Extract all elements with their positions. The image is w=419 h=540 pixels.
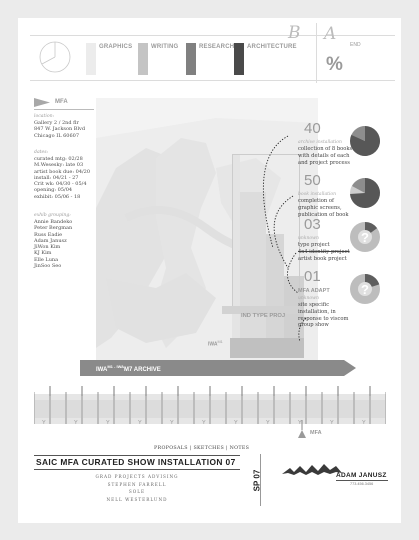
category-swatch-writing [138, 43, 148, 75]
ruler-segment-label: Y [42, 420, 46, 426]
tick-group [34, 386, 386, 424]
ruler [34, 378, 386, 444]
footer-sub-line: GRAD PROJECTS ADVISING [95, 474, 179, 479]
sidebar-group [34, 213, 94, 269]
stage-extra: MFA ADAPT [298, 288, 330, 294]
pie-question-mark: ? [361, 282, 369, 297]
author-rule [336, 480, 388, 481]
category-swatch-research [186, 43, 196, 75]
location-heading: location: [34, 114, 55, 119]
group-member: JinSoo Seo [34, 263, 62, 270]
stage-lines [298, 302, 368, 329]
group-heading: exhib grouping: [34, 213, 71, 218]
link-proposals[interactable]: PROPOSALS [154, 446, 188, 451]
ruler-segment-label: Y [138, 420, 142, 426]
ruler-segment-label: Y [74, 420, 78, 426]
footer-links: PROPOSALS | SKETCHES | NOTES [154, 446, 250, 451]
footer-title-rule-bottom [34, 469, 240, 470]
footer-author: ADAM JANUSZ [336, 472, 387, 479]
stage-line: and project process [298, 159, 350, 166]
footer-title: SAIC MFA CURATED SHOW INSTALLATION 07 [36, 457, 236, 467]
location-line: Chicago IL 60607 [34, 132, 80, 139]
header-rule-top [30, 35, 395, 36]
sidebar-dates [34, 150, 94, 200]
stage-line: graphic screens, [298, 204, 342, 211]
category-label: RESEARCH [199, 44, 235, 50]
date-line: exhibit: 05/06 - 18 [34, 193, 81, 200]
stage-lines [298, 242, 368, 262]
stage-heading: unknown [298, 236, 319, 241]
stage-line: collection of 8 books [298, 146, 353, 152]
stage-heading: unknown [298, 296, 319, 301]
date-line: curated mtg: 02/28 [34, 156, 83, 162]
ruler-segment-label: Y [330, 420, 334, 426]
sidebar-title: MFA [55, 99, 68, 105]
footer-sub-line: STEPHEN FARRELL [107, 481, 167, 487]
ruler-segment-label: Y [202, 420, 206, 426]
date-line: install: 04/21 - 27 [34, 174, 79, 181]
stage-line-struck: 4x4 identity project [298, 248, 350, 255]
link-sketches[interactable]: SKETCHES [193, 446, 225, 451]
footer-sub-line: SOLE [128, 489, 146, 494]
category-swatch-graphics [86, 43, 96, 75]
sidebar-location [34, 114, 94, 139]
stage-heading: archive installation [298, 140, 342, 145]
sidebar-title-rule [34, 109, 94, 110]
stage-line: type project [298, 242, 330, 248]
ruler-segment-label: Y [362, 420, 366, 426]
iwa-label-sup: M1 [217, 340, 223, 344]
date-line: opening: 05/04 [34, 187, 73, 194]
archive-bar-mid: M1 - IWA [107, 364, 125, 369]
dates-heading: dates: [34, 150, 49, 155]
corner-percent: % [326, 54, 343, 75]
triangle-arrow-icon [34, 98, 50, 107]
corner-letter-b: B [288, 23, 301, 43]
archive-bar-prefix: IWA [96, 367, 108, 373]
category-label: GRAPHICS [99, 44, 133, 50]
sidebar [34, 98, 94, 338]
archive-bar-suffix: M7 ARCHIVE [124, 367, 161, 373]
stage-line: with details of each [298, 152, 350, 159]
category-swatch-architecture [234, 43, 244, 75]
ruler-segment-label: Y [266, 420, 270, 426]
stage-number: 40 [304, 120, 321, 137]
category-label: WRITING [151, 44, 179, 50]
group-member: Annie Bandeko [34, 219, 73, 225]
footer-sub-line: NELL WESTERLUND [106, 496, 168, 502]
header-rule-bottom [30, 80, 395, 81]
stage-heading: book installation [298, 192, 337, 197]
group-member: JiWon Kim [34, 244, 61, 251]
iwa-label-text: IWA [208, 341, 218, 348]
group-member: KJ Kim [34, 250, 52, 257]
group-member: Adam Janusz [34, 237, 67, 244]
corner-end: END [350, 42, 361, 48]
ruler-marker-icon [297, 420, 307, 438]
group-member: Peter Bergman [34, 225, 73, 232]
footer-sub [34, 473, 240, 503]
date-line: artist book due: 04/20 [34, 168, 91, 175]
group-member: Russ Eadie [34, 231, 63, 238]
footer-title-rule-top [34, 455, 240, 456]
stage-line: response to viscom [298, 315, 349, 322]
stage-pie [348, 272, 382, 306]
stage-line: artist book project [298, 255, 347, 262]
pie-question-mark: ? [361, 230, 369, 245]
date-line: Crit wk: 04/30 - 05/4 [34, 181, 87, 188]
pie-chart-icon [38, 40, 72, 74]
category-label: ARCHITECTURE [247, 44, 297, 50]
group-member: Elle Luna [34, 256, 59, 263]
ruler-segment-label: Y [170, 420, 174, 426]
ruler-segment-label: Y [298, 420, 302, 426]
footer [34, 446, 386, 516]
stage-lines [298, 146, 368, 166]
stage-line: group show [298, 322, 329, 329]
header [18, 18, 401, 88]
birds-logo-icon [280, 460, 344, 478]
archive-bar-label [96, 364, 161, 373]
ruler-ticks [34, 378, 386, 444]
stage-number: 01 [304, 268, 321, 285]
corner-letter-a: A [324, 24, 337, 44]
ind-type-label: IND TYPE PROJ [241, 313, 286, 319]
footer-code: SP 07 [252, 469, 262, 492]
stage-line: publication of book [298, 211, 349, 218]
stage-number: 50 [304, 172, 321, 189]
stage-line: installation, in [298, 308, 336, 315]
stage-line: completion of [298, 198, 334, 204]
ruler-mfa-label: MFA [310, 430, 322, 436]
ruler-segment-label: Y [106, 420, 110, 426]
footer-phone: 773.456.3456 [350, 482, 374, 486]
link-notes[interactable]: NOTES [229, 446, 250, 451]
page [18, 18, 401, 523]
location-line: Gallery 2 / 2nd flr [34, 120, 79, 126]
corner-divider [316, 23, 317, 83]
stage-line: site specific [298, 302, 330, 308]
ruler-segment-label: Y [234, 420, 238, 426]
stage-number: 03 [304, 216, 321, 233]
date-line: M.Wesesky: late 03 [34, 162, 84, 169]
location-line: 847 W. Jackson Blvd [34, 126, 86, 133]
